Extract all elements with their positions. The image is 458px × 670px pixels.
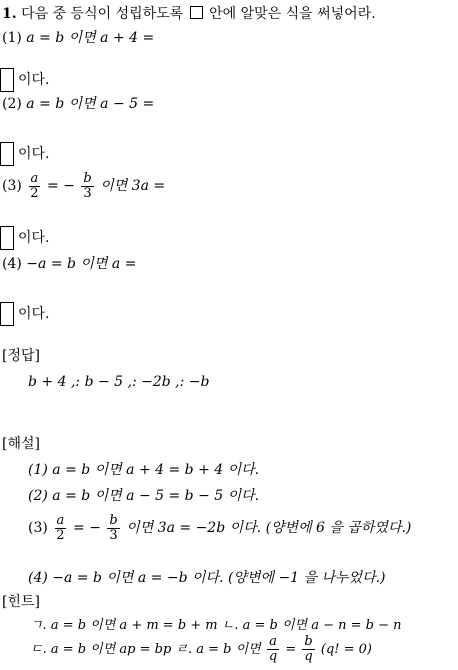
explanation-line-4: (4) −a = b 이면 a = −b 이다. (양변에 −1 을 나누었다.) — [28, 570, 386, 586]
answer-box[interactable] — [0, 68, 14, 92]
equals-sign: = — [285, 642, 297, 657]
answer-box[interactable] — [0, 142, 14, 166]
item-3-answer-line — [0, 226, 50, 250]
item-label: (4) — [2, 256, 22, 272]
fraction: $\frac{b}{3}$ — [109, 512, 118, 543]
item-3 — [2, 166, 165, 206]
problem-prompt-before: 다음 중 등식이 성립하도록 — [21, 6, 184, 22]
explanation-heading: [해설] — [2, 436, 40, 452]
fraction: $\frac{a}{q}$ — [268, 634, 278, 664]
suffix-text: 이다. — [18, 306, 50, 322]
fraction: $\frac{a}{2}$ — [30, 170, 39, 201]
item-2 — [2, 94, 154, 114]
explanation-line-1: (1) a = b 이면 a + 4 = b + 4 이다. — [28, 462, 260, 478]
equals-minus: = − — [73, 520, 101, 536]
fraction: $\frac{a}{2}$ — [56, 512, 65, 543]
answer-text: b + 4 ,: b − 5 ,: −2b ,: −b — [28, 374, 210, 390]
fraction: $\frac{b}{3}$ — [83, 170, 92, 201]
item-1-answer-line — [0, 68, 50, 92]
item-4-answer-line — [0, 302, 50, 326]
explanation-expression: 이면 3a = −2b 이다. (양변에 6 을 곱하였다.) — [126, 520, 412, 536]
equals-minus: = − — [47, 178, 75, 194]
item-label: (3) — [28, 520, 48, 536]
answer-box[interactable] — [0, 226, 14, 250]
item-2-answer-line — [0, 142, 50, 166]
answer-heading: [정답] — [2, 348, 40, 364]
item-label: (2) — [2, 96, 22, 112]
hint-condition: (q! = 0) — [320, 642, 372, 657]
answer-box[interactable] — [0, 302, 14, 326]
item-expression: −a = b 이면 a = — [26, 256, 137, 272]
item-4 — [2, 254, 136, 274]
suffix-text: 이다. — [18, 72, 50, 88]
hint-text: ㄷ. a = b 이면 ap = bp ㄹ. a = b 이면 — [30, 642, 261, 657]
explanation-line-2: (2) a = b 이면 a − 5 = b − 5 이다. — [28, 488, 260, 504]
blank-box-icon — [190, 6, 203, 19]
item-1 — [2, 28, 154, 48]
item-expression: a = b 이면 a − 5 = — [26, 96, 155, 112]
hint-line-1: ㄱ. a = b 이면 a + m = b + m ㄴ. a = b 이면 a − n = b − n — [30, 618, 402, 633]
hint-heading: [힌트] — [2, 594, 40, 610]
hint-line-2 — [30, 630, 372, 670]
fraction: $\frac{b}{q}$ — [304, 634, 313, 664]
problem-statement — [2, 4, 376, 24]
item-label: (1) — [2, 30, 22, 46]
suffix-text: 이다. — [18, 230, 50, 246]
explanation-line-3 — [28, 508, 411, 548]
suffix-text: 이다. — [18, 146, 50, 162]
problem-prompt-after: 안에 알맞은 식을 써넣어라. — [209, 6, 376, 22]
item-expression: a = b 이면 a + 4 = — [26, 30, 155, 46]
item-label: (3) — [2, 178, 22, 194]
item-expression: 이면 3a = — [100, 178, 166, 194]
problem-number: 1. — [2, 6, 17, 22]
